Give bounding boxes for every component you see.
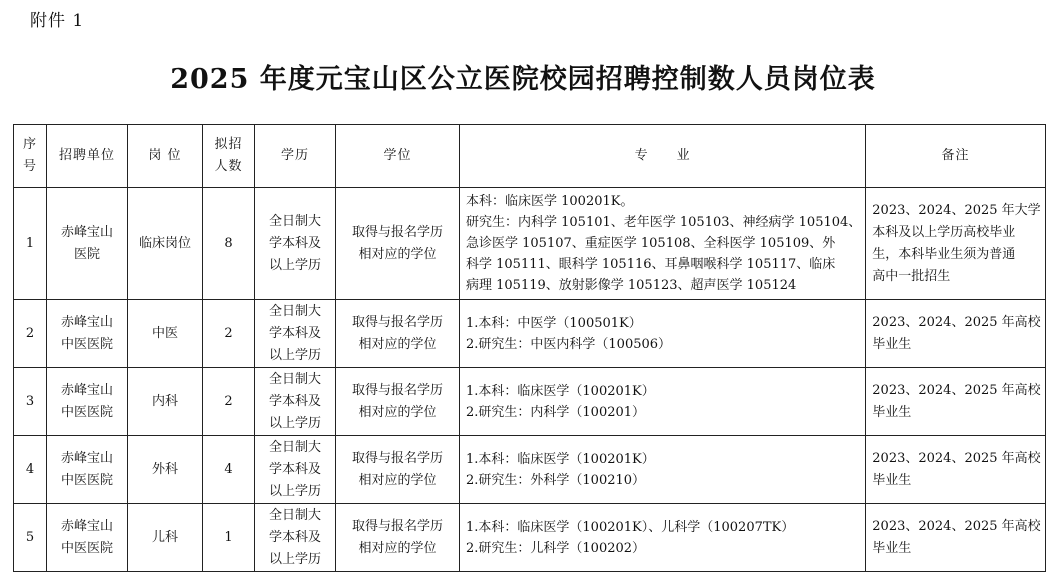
table-row [14, 188, 1046, 300]
table-header-row [14, 125, 1046, 188]
recruitment-table [13, 124, 1046, 572]
header-degree: 学位 [336, 125, 460, 188]
cell-seq: 2 [14, 300, 47, 368]
cell-degree: 取得与报名学历 相对应的学位 [336, 188, 460, 300]
table-row [14, 504, 1046, 572]
cell-major: 1.本科：中医学（100501K） 2.研究生：中医内科学（100506） [460, 300, 866, 368]
cell-remark: 2023、2024、2025 年高校 毕业生 [866, 368, 1045, 436]
cell-degree: 取得与报名学历 相对应的学位 [336, 300, 460, 368]
cell-remark: 2023、2024、2025 年高校 毕业生 [866, 300, 1045, 368]
cell-education: 全日制大 学本科及 以上学历 [255, 188, 336, 300]
cell-remark: 2023、2024、2025 年大学 本科及以上学历高校毕业 生，本科毕业生须为普通 高中一批招生 [866, 188, 1045, 300]
cell-count: 8 [203, 188, 255, 300]
cell-education: 全日制大 学本科及 以上学历 [255, 436, 336, 504]
cell-seq: 3 [14, 368, 47, 436]
cell-education: 全日制大 学本科及 以上学历 [255, 504, 336, 572]
cell-post: 儿科 [128, 504, 203, 572]
cell-degree: 取得与报名学历 相对应的学位 [336, 368, 460, 436]
cell-post: 中医 [128, 300, 203, 368]
cell-post: 内科 [128, 368, 203, 436]
cell-count: 1 [203, 504, 255, 572]
cell-unit: 赤峰宝山 中医医院 [47, 504, 128, 572]
cell-unit: 赤峰宝山 中医医院 [47, 300, 128, 368]
cell-seq: 5 [14, 504, 47, 572]
cell-count: 4 [203, 436, 255, 504]
cell-degree: 取得与报名学历 相对应的学位 [336, 436, 460, 504]
cell-post: 外科 [128, 436, 203, 504]
cell-remark: 2023、2024、2025 年高校 毕业生 [866, 504, 1045, 572]
cell-unit: 赤峰宝山 中医医院 [47, 368, 128, 436]
header-remark: 备注 [866, 125, 1045, 188]
cell-education: 全日制大 学本科及 以上学历 [255, 300, 336, 368]
attachment-label: 附件 1 [30, 11, 85, 31]
cell-post: 临床岗位 [128, 188, 203, 300]
header-post: 岗 位 [128, 125, 203, 188]
cell-count: 2 [203, 368, 255, 436]
header-major: 专 业 [460, 125, 866, 188]
cell-major: 本科：临床医学 100201K。 研究生：内科学 105101、老年医学 105103、神经病学 105104、 急诊医学 105107、重症医学 105108、全科医学 105109、外 科学 105111、眼科学 105116、耳鼻咽喉科学 105117、临床 病理 105119、放射影像学 105123、超声医学 105124 [460, 188, 866, 300]
cell-remark: 2023、2024、2025 年高校 毕业生 [866, 436, 1045, 504]
cell-major: 1.本科：临床医学（100201K）、儿科学（100207TK） 2.研究生：儿科学（100202） [460, 504, 866, 572]
cell-unit: 赤峰宝山 医院 [47, 188, 128, 300]
cell-degree: 取得与报名学历 相对应的学位 [336, 504, 460, 572]
cell-seq: 4 [14, 436, 47, 504]
header-education: 学历 [255, 125, 336, 188]
table-row [14, 436, 1046, 504]
document-title: 2025 年度元宝山区公立医院校园招聘控制数人员岗位表 [170, 64, 876, 95]
cell-count: 2 [203, 300, 255, 368]
table-row [14, 300, 1046, 368]
cell-education: 全日制大 学本科及 以上学历 [255, 368, 336, 436]
cell-seq: 1 [14, 188, 47, 300]
cell-major: 1.本科：临床医学（100201K） 2.研究生：内科学（100201） [460, 368, 866, 436]
table-row [14, 368, 1046, 436]
header-count: 拟招 人数 [203, 125, 255, 188]
cell-major: 1.本科：临床医学（100201K） 2.研究生：外科学（100210） [460, 436, 866, 504]
cell-unit: 赤峰宝山 中医医院 [47, 436, 128, 504]
header-unit: 招聘单位 [47, 125, 128, 188]
header-seq: 序 号 [14, 125, 47, 188]
